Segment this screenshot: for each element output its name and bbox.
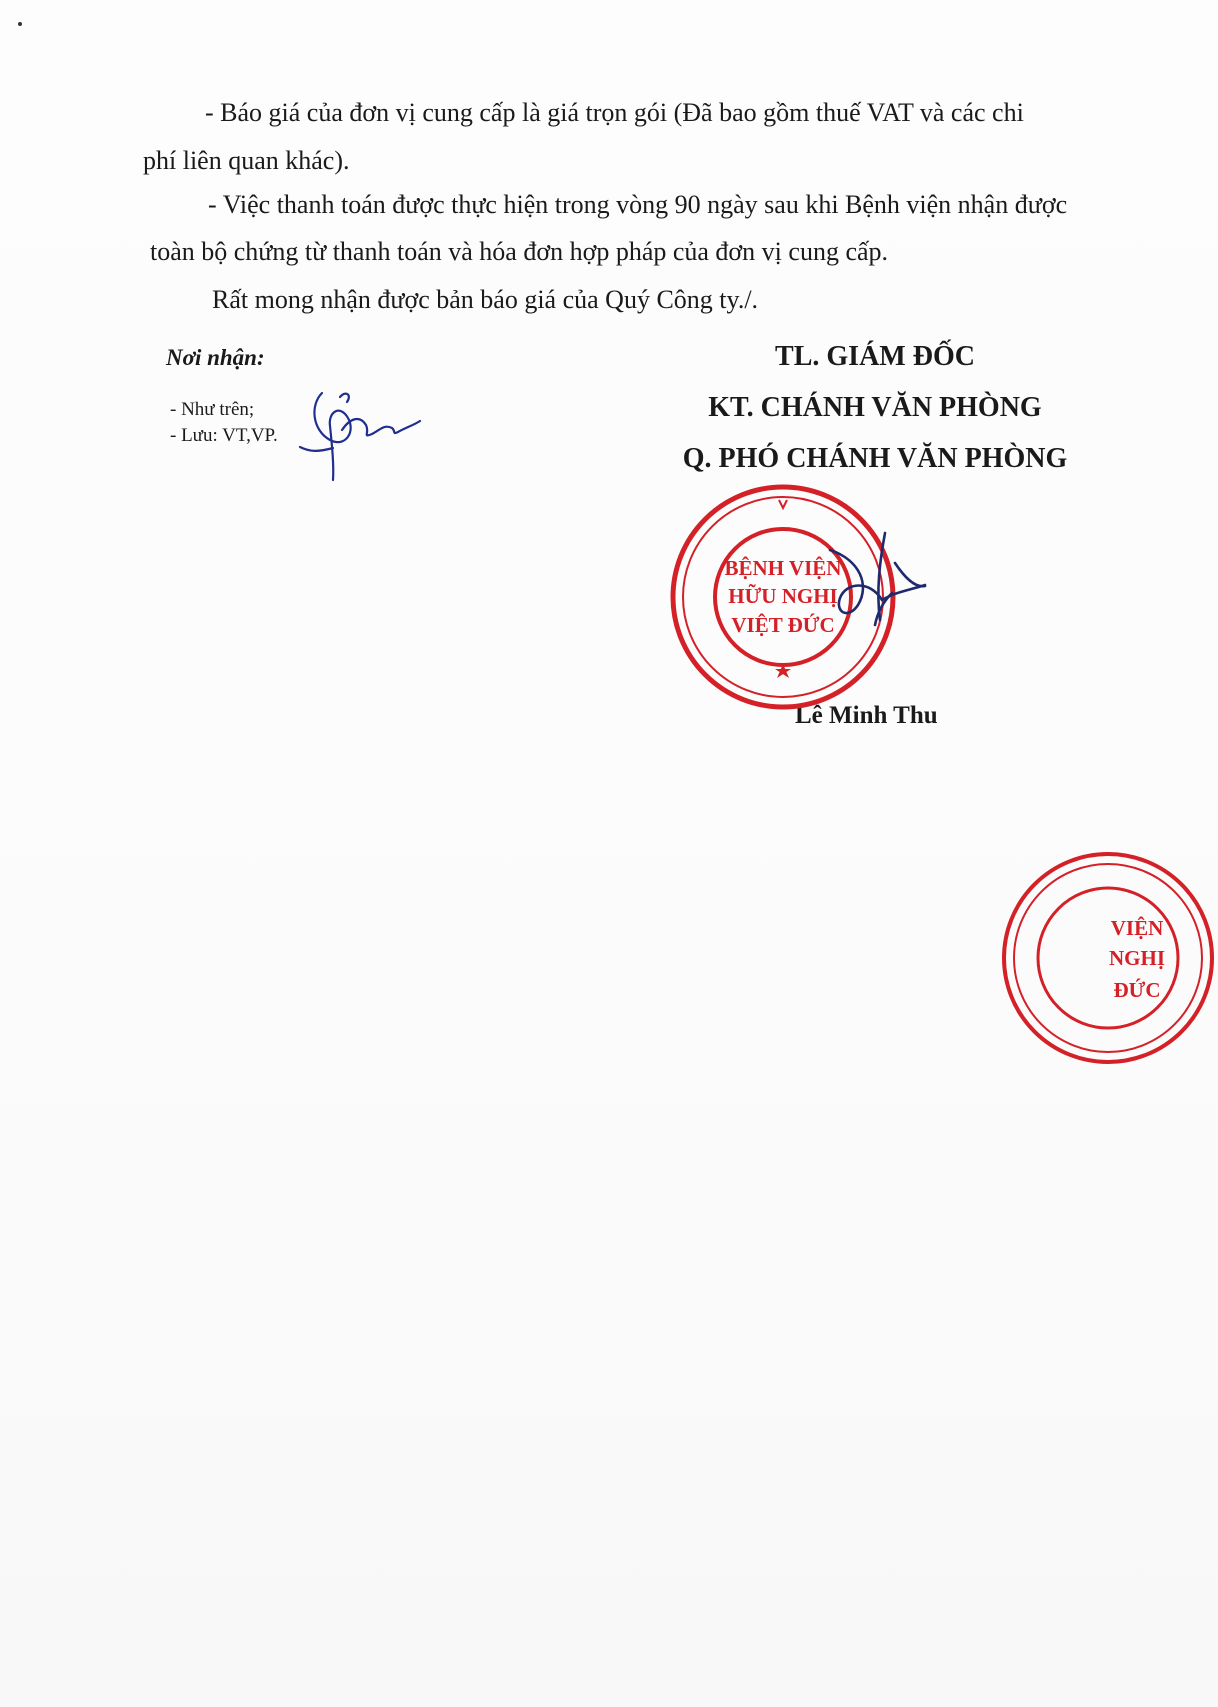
side-stamp-text-1: VIỆN [1110,916,1164,940]
signer-name: Lê Minh Thu [795,702,938,729]
hospital-stamp-icon [673,487,893,707]
stamp-text-line-1: BỆNH VIỆN [724,556,842,580]
signature-title-3: Q. PHÓ CHÁNH VĂN PHÒNG [682,443,1068,474]
paragraph-payment-line-2: toàn bộ chứng từ thanh toán và hóa đơn hợp pháp của đơn vị cung cấp. [150,237,889,266]
recipient-item: - Như trên; [170,397,278,423]
paragraph-payment-line-1: - Việc thanh toán được thực hiện trong vòng 90 ngày sau khi Bệnh viện nhận được [208,190,1068,219]
signature-title-1: TL. GIÁM ĐỐC [775,341,975,372]
stamp-text-line-2: HỮU NGHỊ [728,584,838,608]
paragraph-price-line-2: phí liên quan khác). [143,146,350,175]
recipients-title: Nơi nhận: [166,345,265,370]
paragraph-closing: Rất mong nhận được bản báo giá của Quý Công ty./. [212,285,759,314]
recipient-item: - Lưu: VT,VP. [170,423,278,449]
paragraph-price-line-1: - Báo giá của đơn vị cung cấp là giá trọn gói (Đã bao gồm thuế VAT và các chi [205,98,1024,127]
director-signature-icon [830,533,925,625]
signature-title-2: KT. CHÁNH VĂN PHÒNG [708,392,1042,423]
side-stamp-icon [1004,854,1212,1062]
side-stamp-text-3: ĐỨC [1113,978,1161,1002]
stamp-text-line-3: VIỆT ĐỨC [731,613,835,637]
initials-signature-icon [300,393,420,480]
side-stamp-text-2: NGHỊ [1108,946,1166,970]
